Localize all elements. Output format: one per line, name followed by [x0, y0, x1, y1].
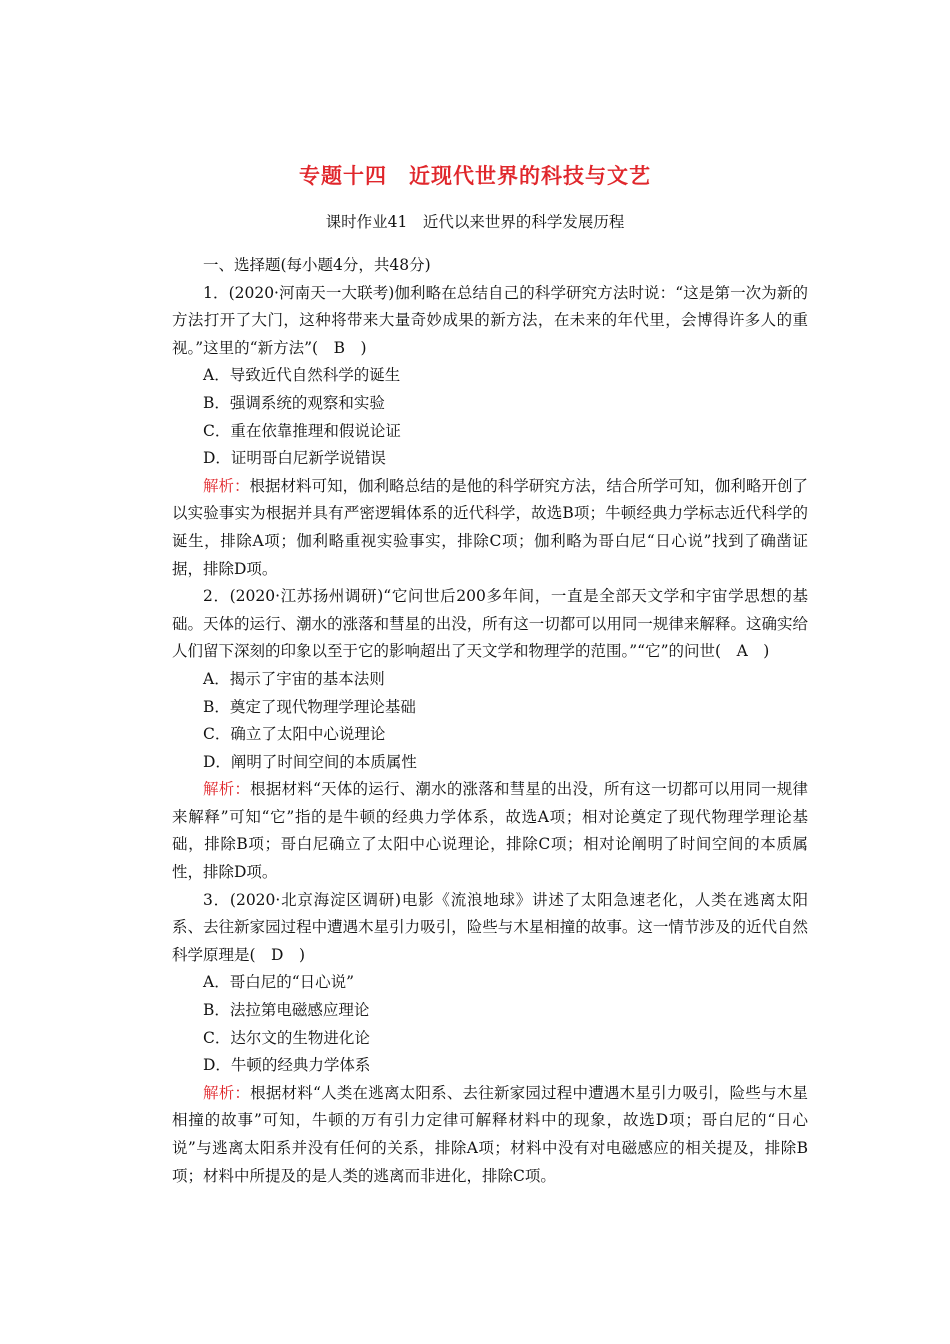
answer-option: C．确立了太阳中心说理论 [203, 725, 386, 744]
answer-option: C．达尔文的生物进化论 [203, 1028, 370, 1047]
question-stem: 3．(2020·北京海淀区调研)电影《流浪地球》讲述了太阳急速老化，人类在逃离太阳系、去往新家园过程中遭遇木星引力吸引，险些与木星相撞的故事。这一情节涉及的近代自然科学原理是( D ) [172, 890, 808, 964]
analysis-paragraph [172, 776, 808, 886]
answer-option: C．重在依靠推理和假说论证 [203, 421, 401, 440]
document-body [172, 252, 808, 1190]
lesson-subtitle: 课时作业41 近代以来世界的科学发展历程 [325, 213, 625, 231]
answer-option: D．牛顿的经典力学体系 [203, 1056, 371, 1075]
question-stem: 1．(2020·河南天一大联考)伽利略在总结自己的科学研究方法时说：“这是第一次为新的方法打开了大门，这种将带来大量奇妙成果的新方法，在未来的年代里，会博得许多人的重视。”这里的“新方法”( B ) [172, 283, 808, 357]
analysis-label: 解析： [203, 1083, 251, 1102]
answer-option: B．奠定了现代物理学理论基础 [203, 697, 416, 716]
answer-option: D．阐明了时间空间的本质属性 [203, 752, 417, 771]
analysis-label: 解析： [203, 780, 251, 799]
analysis-paragraph [172, 1080, 808, 1190]
analysis-text: 根据材料可知，伽利略总结的是他的科学研究方法，结合所学可知，伽利略开创了以实验事实为根据并具有严密逻辑体系的近代科学，故选B项；牛顿经典力学标志近代科学的诞生，排除A项；伽利略重视实验事实，排除C项；伽利略为哥白尼“日心说”找到了确凿证据，排除D项。 [172, 476, 808, 578]
analysis-label: 解析： [203, 476, 250, 495]
answer-option: A．揭示了宇宙的基本法则 [203, 669, 385, 688]
answer-option: B．强调系统的观察和实验 [203, 393, 385, 412]
answer-option: B．法拉第电磁感应理论 [203, 1001, 370, 1020]
page-title: 专题十四 近现代世界的科技与文艺 [299, 164, 651, 188]
analysis-text: 根据材料“天体的运行、潮水的涨落和彗星的出没，所有这一切都可以用同一规律来解释”可知“它”指的是牛顿的经典力学体系，故选A项；相对论奠定了现代物理学理论基础，排除B项；哥白尼确立了太阳中心说理论，排除C项；相对论阐明了时间空间的本质属性，排除D项。 [172, 780, 808, 882]
analysis-text: 根据材料“人类在逃离太阳系、去往新家园过程中遭遇木星引力吸引，险些与木星相撞的故事”可知，牛顿的万有引力定律可解释材料中的现象，故选D项；哥白尼的“日心说”与逃离太阳系并没有任何的关系，排除A项；材料中没有对电磁感应的相关提及，排除B项；材料中所提及的是人类的逃离而非进化，排除C项。 [172, 1083, 808, 1185]
question-stem: 2．(2020·江苏扬州调研)“它问世后200多年间，一直是全部天文学和宇宙学思想的基础。天体的运行、潮水的涨落和彗星的出没，所有这一切都可以用同一规律来解释。这确实给人们留下深刻的印象以至于它的影响超出了天文学和物理学的范围。”“它”的问世( A ) [172, 587, 808, 661]
section-heading: 一、选择题(每小题4分，共48分) [203, 256, 431, 274]
answer-option: D．证明哥白尼新学说错误 [203, 449, 386, 468]
answer-option: A．导致近代自然科学的诞生 [203, 366, 401, 385]
answer-option: A．哥白尼的“日心说” [203, 973, 355, 992]
analysis-paragraph [172, 473, 808, 583]
